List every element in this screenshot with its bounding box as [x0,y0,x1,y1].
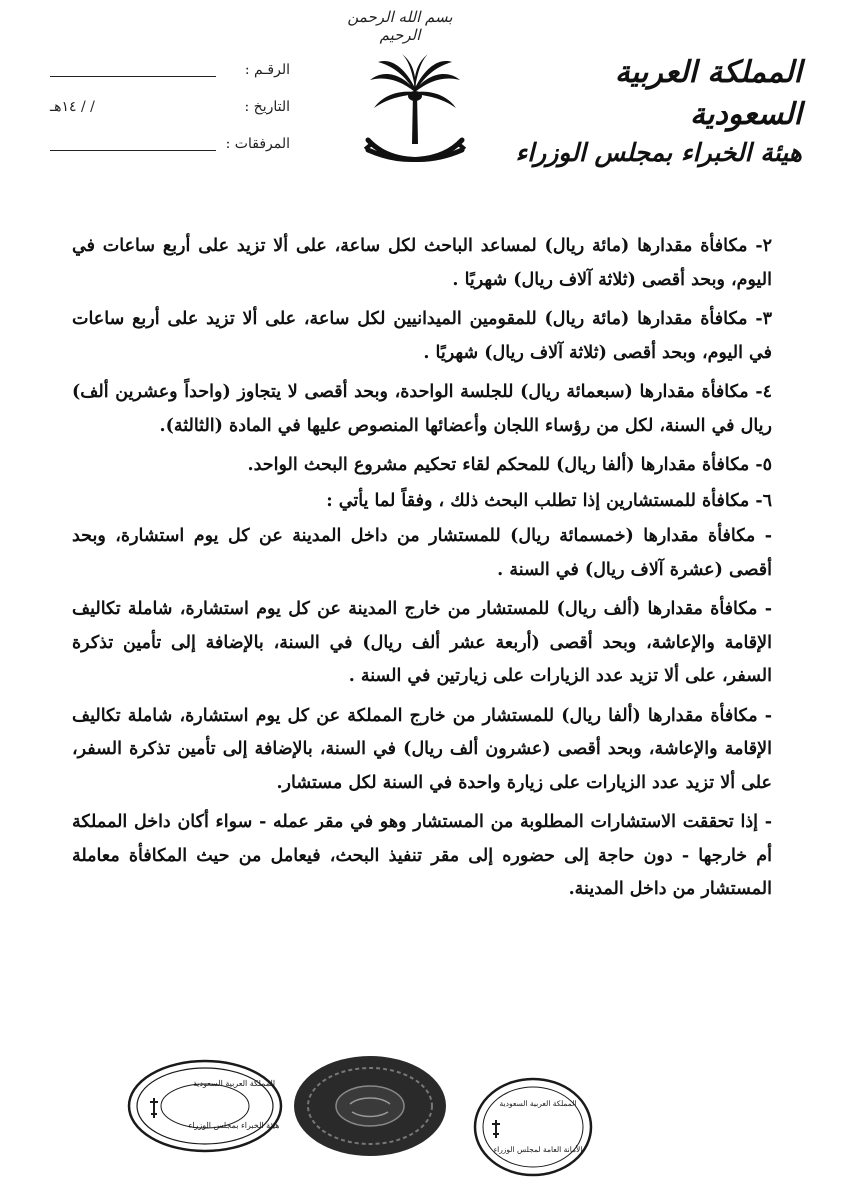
council-ministers-seal [472,1076,594,1178]
sub-item-inside-city: - مكافأة مقدارها (خمسمائة ريال) للمستشار من داخل المدينة عن كل يوم استشارة، وبحد أقصى (عشرة آلاف ريال) في السنة . [72,526,772,580]
basmala: بسم الله الرحمن الرحيم [347,8,453,44]
date-value: / / ١٤هـ [50,99,95,115]
right-seal-line1: المملكة العربية السعودية [499,1099,577,1108]
left-seal-line2: هيئة الخبراء بمجلس الوزراء [188,1121,280,1130]
paragraph-3: ٣- مكافأة مقدارها (مائة ريال) للمقومين الميدانيين لكل ساعة، على ألا تزيد على أربع ساعات في اليوم، وبحد أقصى (ثلاثة آلاف ريال) شهريًا . [72,309,772,363]
paragraph-2: ٢- مكافأة مقدارها (مائة ريال) لمساعد الباحث لكل ساعة، على ألا تزيد على أربع ساعات في اليوم، وبحد أقصى (ثلاثة آلاف ريال) شهريًا . [72,236,772,290]
right-seal-line2: الأمانة العامة لمجلس الوزراء [493,1145,583,1154]
sub-item-outside-city: - مكافأة مقدارها (ألف ريال) للمستشار من خارج المدينة عن كل يوم استشارة، شاملة تكاليف الإقامة والإعاشة، وبحد أقصى (أربعة عشر ألف ريال) في السنة، بالإضافة إلى تأمين تذكرة السفر، على ألا تزيد عدد الزيارات على زيارتين في السنة . [72,599,772,686]
sub-item-remote-consultation: - إذا تحققت الاستشارات المطلوبة من المستشار وهو في مقر عمله - سواء أكان داخل المملكة أم خارجها - دون حاجة إلى حضوره إلى مقر تنفيذ البحث، فيعامل من حيث المكافأة معاملة المستشار من داخل المدينة. [72,812,772,899]
date-label: التاريخ : [244,99,290,115]
saudi-emblem-icon [360,52,470,172]
reference-fields [50,62,290,173]
paragraph-4: ٤- مكافأة مقدارها (سبعمائة ريال) للجلسة الواحدة، وبحد أقصى لا يتجاوز (واحداً وعشرين ألف) ريال في السنة، لكل من رؤساء اللجان وأعضائها المنصوص عليها في المادة (الثالثة). [72,382,772,436]
sub-item-outside-kingdom: - مكافأة مقدارها (ألفا ريال) للمستشار من خارج المملكة عن كل يوم استشارة، شاملة تكاليف الإقامة والإعاشة، وبحد أقصى (عشرون ألف ريال) في السنة، بالإضافة إلى تأمين تذكرة السفر، على ألا تزيد عدد الزيارات على زيارة واحدة في السنة لكل مستشار. [72,705,772,793]
dark-round-stamp [290,1052,450,1160]
date-row [50,99,290,136]
number-row [50,62,290,99]
number-line [50,62,216,77]
number-label: الرقـم : [244,62,290,78]
experts-commission-seal [126,1058,284,1154]
org-name-line2: هيئة الخبراء بمجلس الوزراء [515,138,802,167]
org-name-line1: المملكة العربية السعودية [614,55,802,132]
left-seal-line1: المملكة العربية السعودية [192,1079,276,1088]
document-body [72,230,772,913]
paragraph-6: ٦- مكافأة للمستشارين إذا تطلب البحث ذلك ، وفقاً لما يأتي : [326,490,772,511]
attachments-label: المرفقات : [225,136,290,152]
attachments-row [50,136,290,173]
attachments-line [50,136,216,151]
organization-title [502,52,802,170]
paragraph-5: ٥- مكافأة مقدارها (ألفا ريال) للمحكم لقاء تحكيم مشروع البحث الواحد. [247,455,772,475]
